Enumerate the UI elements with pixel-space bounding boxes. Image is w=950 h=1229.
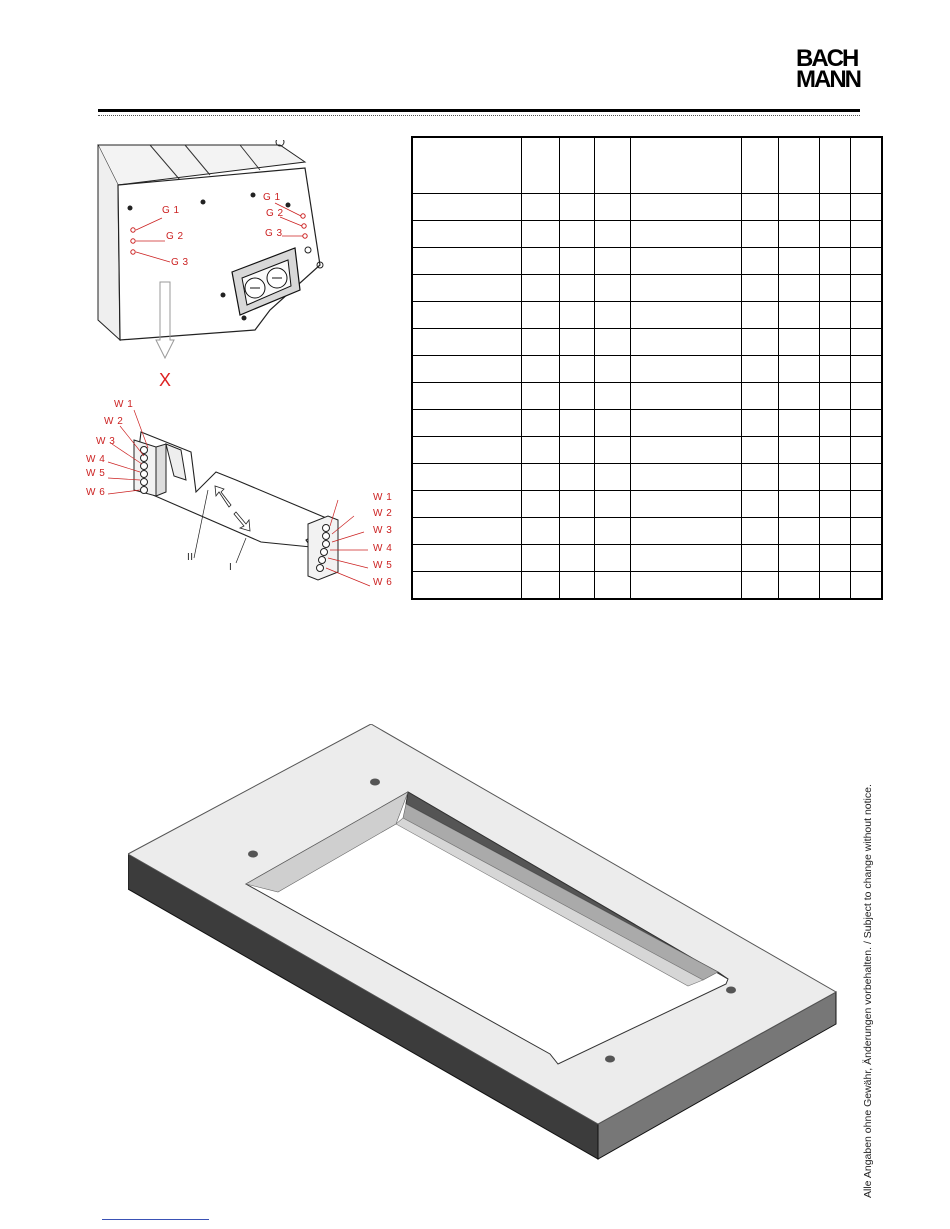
header-rule bbox=[98, 109, 860, 112]
table-cell bbox=[631, 545, 742, 572]
table-cell bbox=[560, 410, 595, 437]
table-cell bbox=[742, 221, 779, 248]
label-arrow-i: I bbox=[229, 562, 233, 573]
table-cell bbox=[412, 383, 522, 410]
label-w5-left: W 5 bbox=[86, 468, 106, 479]
table-cell bbox=[820, 329, 851, 356]
mounting-frame-drawing bbox=[128, 724, 838, 1164]
table-cell bbox=[742, 545, 779, 572]
label-w3-right: W 3 bbox=[373, 525, 393, 536]
table-cell bbox=[412, 491, 522, 518]
label-w1-left: W 1 bbox=[114, 399, 134, 410]
table-cell bbox=[522, 464, 560, 491]
table-cell bbox=[522, 221, 560, 248]
table-row bbox=[412, 383, 882, 410]
table-cell bbox=[631, 275, 742, 302]
table-row bbox=[412, 194, 882, 221]
table-row bbox=[412, 356, 882, 383]
label-w2-left: W 2 bbox=[104, 416, 124, 427]
table-cell bbox=[522, 248, 560, 275]
table-cell bbox=[522, 545, 560, 572]
table-row bbox=[412, 302, 882, 329]
table-cell bbox=[779, 383, 820, 410]
table-row bbox=[412, 248, 882, 275]
table-cell bbox=[522, 137, 560, 194]
table-cell bbox=[820, 572, 851, 600]
table-cell bbox=[412, 329, 522, 356]
table-cell bbox=[522, 518, 560, 545]
table-cell bbox=[742, 572, 779, 600]
table-cell bbox=[522, 329, 560, 356]
logo-line-1: BACH bbox=[796, 45, 858, 72]
table-cell bbox=[779, 194, 820, 221]
unit-rear-view-drawing bbox=[90, 140, 330, 365]
table-cell bbox=[595, 221, 631, 248]
view-label-x: X bbox=[159, 370, 172, 390]
table-cell bbox=[851, 437, 883, 464]
table-cell bbox=[595, 518, 631, 545]
table-cell bbox=[851, 275, 883, 302]
table-row bbox=[412, 518, 882, 545]
table-cell bbox=[595, 410, 631, 437]
label-arrow-ii: II bbox=[187, 552, 194, 563]
table-cell bbox=[851, 464, 883, 491]
table-cell bbox=[631, 572, 742, 600]
table-cell bbox=[560, 275, 595, 302]
table-cell bbox=[560, 194, 595, 221]
label-w5-right: W 5 bbox=[373, 560, 393, 571]
table-cell bbox=[631, 302, 742, 329]
table-cell bbox=[560, 248, 595, 275]
table-cell bbox=[851, 491, 883, 518]
table-cell bbox=[779, 464, 820, 491]
table-cell bbox=[522, 194, 560, 221]
table-cell bbox=[820, 437, 851, 464]
table-cell bbox=[820, 464, 851, 491]
table-cell bbox=[851, 383, 883, 410]
table-cell bbox=[742, 383, 779, 410]
table-cell bbox=[820, 545, 851, 572]
table-cell bbox=[779, 329, 820, 356]
table-cell bbox=[595, 491, 631, 518]
table-cell bbox=[522, 356, 560, 383]
label-g2-right: G 2 bbox=[266, 208, 284, 219]
table-cell bbox=[412, 356, 522, 383]
table-cell bbox=[412, 437, 522, 464]
table-cell bbox=[412, 275, 522, 302]
table-cell bbox=[820, 248, 851, 275]
table-cell bbox=[560, 491, 595, 518]
table-cell bbox=[560, 383, 595, 410]
table-cell bbox=[595, 137, 631, 194]
table-cell bbox=[851, 137, 883, 194]
table-cell bbox=[851, 302, 883, 329]
table-cell bbox=[631, 410, 742, 437]
table-cell bbox=[851, 545, 883, 572]
table-cell bbox=[851, 410, 883, 437]
table-cell bbox=[595, 302, 631, 329]
table-row bbox=[412, 572, 882, 600]
table-cell bbox=[631, 491, 742, 518]
table-cell bbox=[412, 518, 522, 545]
table-cell bbox=[560, 545, 595, 572]
table-row bbox=[412, 329, 882, 356]
table-cell bbox=[631, 248, 742, 275]
table-cell bbox=[779, 275, 820, 302]
table-cell bbox=[742, 194, 779, 221]
table-cell bbox=[412, 221, 522, 248]
table-row bbox=[412, 464, 882, 491]
table-cell bbox=[779, 437, 820, 464]
table-row bbox=[412, 221, 882, 248]
table-cell bbox=[820, 410, 851, 437]
table-cell bbox=[631, 137, 742, 194]
table-cell bbox=[412, 302, 522, 329]
wiring-table bbox=[411, 136, 883, 600]
table-cell bbox=[522, 383, 560, 410]
table-cell bbox=[779, 248, 820, 275]
table-cell bbox=[631, 437, 742, 464]
table-cell bbox=[560, 329, 595, 356]
table-cell bbox=[412, 464, 522, 491]
table-cell bbox=[560, 518, 595, 545]
table-cell bbox=[851, 248, 883, 275]
table-cell bbox=[820, 383, 851, 410]
table-cell bbox=[560, 464, 595, 491]
table-cell bbox=[742, 248, 779, 275]
table-cell bbox=[779, 221, 820, 248]
table-cell bbox=[820, 137, 851, 194]
table-cell bbox=[522, 275, 560, 302]
table-cell bbox=[742, 275, 779, 302]
table-cell bbox=[851, 572, 883, 600]
table-cell bbox=[631, 464, 742, 491]
table-header-row bbox=[412, 137, 882, 194]
table-cell bbox=[742, 356, 779, 383]
table-cell bbox=[779, 545, 820, 572]
table-cell bbox=[522, 491, 560, 518]
table-cell bbox=[779, 302, 820, 329]
table-row bbox=[412, 275, 882, 302]
table-cell bbox=[742, 491, 779, 518]
table-cell bbox=[820, 194, 851, 221]
bachmann-logo bbox=[796, 45, 860, 93]
table-cell bbox=[631, 194, 742, 221]
label-g3-left: G 3 bbox=[171, 257, 189, 268]
table-cell bbox=[560, 302, 595, 329]
table-cell bbox=[595, 572, 631, 600]
label-w1-right: W 1 bbox=[373, 492, 393, 503]
table-cell bbox=[412, 137, 522, 194]
table-cell bbox=[851, 518, 883, 545]
table-cell bbox=[631, 329, 742, 356]
table-row bbox=[412, 491, 882, 518]
table-cell bbox=[522, 302, 560, 329]
label-w3-left: W 3 bbox=[96, 436, 116, 447]
label-g1-right: G 1 bbox=[263, 192, 281, 203]
table-cell bbox=[595, 329, 631, 356]
footer-link[interactable] bbox=[102, 1219, 209, 1220]
table-cell bbox=[851, 194, 883, 221]
logo-line-2: MANN bbox=[796, 66, 860, 93]
table-cell bbox=[595, 194, 631, 221]
table-cell bbox=[595, 464, 631, 491]
table-cell bbox=[595, 383, 631, 410]
table-cell bbox=[595, 437, 631, 464]
table-cell bbox=[820, 356, 851, 383]
table-cell bbox=[595, 275, 631, 302]
label-g2-left: G 2 bbox=[166, 231, 184, 242]
table-cell bbox=[412, 410, 522, 437]
wiring-module-drawing bbox=[86, 392, 396, 592]
table-cell bbox=[779, 491, 820, 518]
table-cell bbox=[560, 356, 595, 383]
table-cell bbox=[851, 221, 883, 248]
table-cell bbox=[851, 356, 883, 383]
table-row bbox=[412, 437, 882, 464]
table-cell bbox=[742, 410, 779, 437]
table-row bbox=[412, 545, 882, 572]
table-cell bbox=[560, 137, 595, 194]
table-cell bbox=[631, 383, 742, 410]
table-cell bbox=[820, 491, 851, 518]
table-cell bbox=[631, 518, 742, 545]
table-cell bbox=[522, 410, 560, 437]
disclaimer-note: Alle Angaben ohne Gewähr, Änderungen vorbehalten. / Subject to change without notice. bbox=[862, 784, 874, 1198]
table-cell bbox=[595, 248, 631, 275]
table-cell bbox=[560, 572, 595, 600]
table-cell bbox=[779, 137, 820, 194]
table-cell bbox=[742, 518, 779, 545]
table-cell bbox=[779, 356, 820, 383]
table-cell bbox=[742, 302, 779, 329]
table-cell bbox=[742, 464, 779, 491]
label-w4-right: W 4 bbox=[373, 543, 393, 554]
table-cell bbox=[742, 437, 779, 464]
table-cell bbox=[820, 302, 851, 329]
table-cell bbox=[412, 194, 522, 221]
label-g3-right: G 3 bbox=[265, 228, 283, 239]
table-cell bbox=[412, 248, 522, 275]
table-cell bbox=[631, 356, 742, 383]
table-cell bbox=[851, 329, 883, 356]
label-w6-right: W 6 bbox=[373, 577, 393, 588]
table-cell bbox=[560, 437, 595, 464]
table-cell bbox=[779, 518, 820, 545]
table-cell bbox=[560, 221, 595, 248]
table-row bbox=[412, 410, 882, 437]
table-cell bbox=[779, 410, 820, 437]
table-cell bbox=[412, 545, 522, 572]
label-w2-right: W 2 bbox=[373, 508, 393, 519]
label-w6-left: W 6 bbox=[86, 487, 106, 498]
label-w4-left: W 4 bbox=[86, 454, 106, 465]
table-cell bbox=[742, 137, 779, 194]
label-g1-left: G 1 bbox=[162, 205, 180, 216]
table-cell bbox=[595, 356, 631, 383]
table-cell bbox=[412, 572, 522, 600]
table-cell bbox=[820, 518, 851, 545]
table-cell bbox=[631, 221, 742, 248]
table-cell bbox=[742, 329, 779, 356]
table-cell bbox=[522, 437, 560, 464]
table-cell bbox=[820, 221, 851, 248]
table-cell bbox=[522, 572, 560, 600]
header-dotted-rule bbox=[98, 115, 860, 116]
table-cell bbox=[595, 545, 631, 572]
table-cell bbox=[820, 275, 851, 302]
table-cell bbox=[779, 572, 820, 600]
